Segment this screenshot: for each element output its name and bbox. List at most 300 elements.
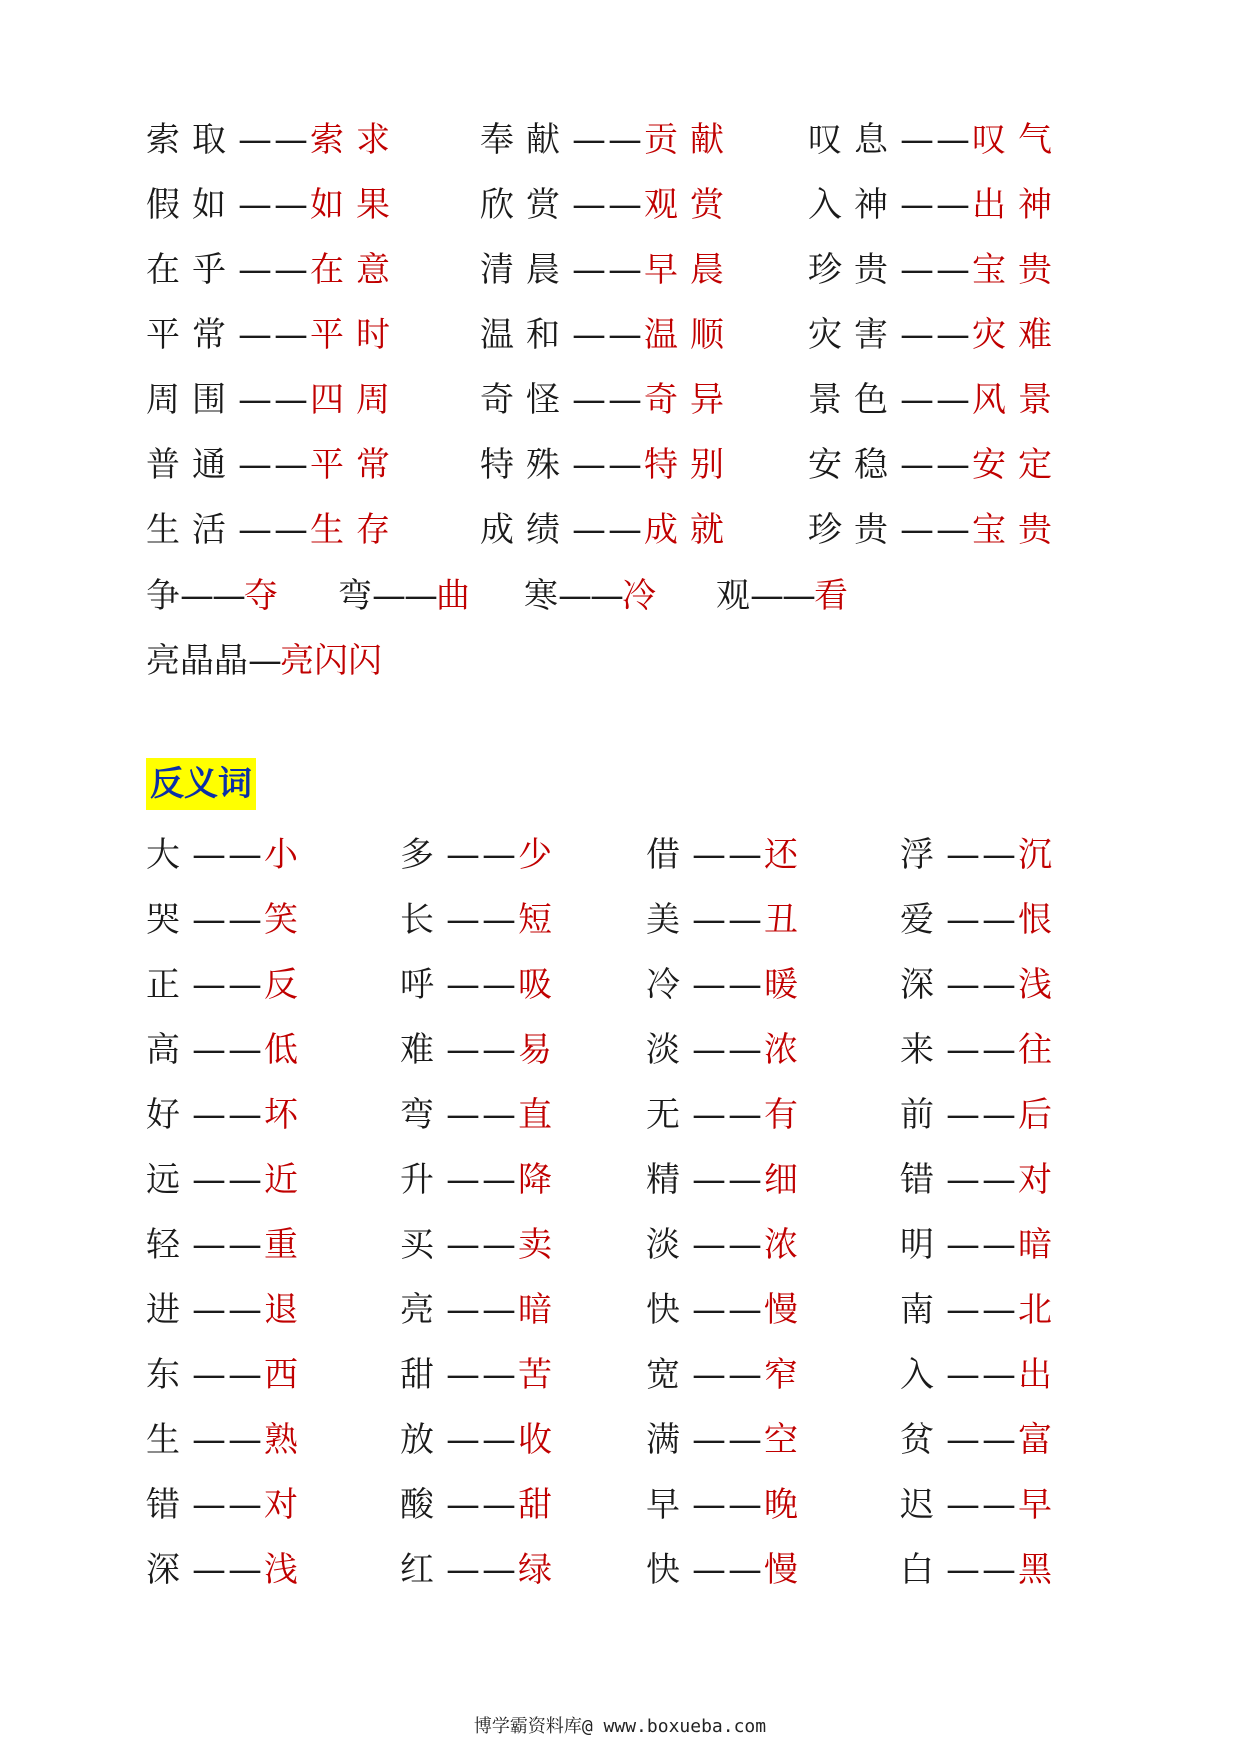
answer-word: 亮闪闪: [280, 641, 382, 681]
dash: ——: [572, 250, 644, 290]
word-pair: [808, 117, 1064, 163]
word: 成绩: [480, 510, 572, 550]
answer-word: 看: [814, 576, 848, 616]
word: 买: [400, 1225, 446, 1265]
dash: ——: [692, 1420, 764, 1460]
word: 美: [646, 900, 692, 940]
synonym-row: [0, 247, 1240, 293]
antonym-row: [0, 1222, 1240, 1268]
answer-word: 暗: [1018, 1225, 1064, 1265]
word-pair: [900, 962, 1064, 1008]
answer-word: 索求: [310, 120, 402, 160]
word-pair: [146, 1027, 310, 1073]
word: 迟: [900, 1485, 946, 1525]
word: 索取: [146, 120, 238, 160]
word-pair: [646, 962, 810, 1008]
word-pair: [400, 962, 564, 1008]
dash: ——: [900, 510, 972, 550]
word-pair: [716, 573, 848, 619]
word: 大: [146, 835, 192, 875]
answer-word: 在意: [310, 250, 402, 290]
word-pair: [480, 182, 736, 228]
dash: ——: [192, 1550, 264, 1590]
word-pair: [480, 507, 736, 553]
answer-word: 贡献: [644, 120, 736, 160]
answer-word: 观赏: [644, 185, 736, 225]
word-pair: [146, 1157, 310, 1203]
word-pair: [400, 1287, 564, 1333]
word-pair: [808, 377, 1064, 423]
dash: ——: [238, 510, 310, 550]
word: 珍贵: [808, 510, 900, 550]
dash: ——: [900, 380, 972, 420]
word-pair: [146, 962, 310, 1008]
word: 观: [716, 576, 750, 616]
word: 清晨: [480, 250, 572, 290]
word: 景色: [808, 380, 900, 420]
word-pair: [400, 1027, 564, 1073]
antonym-row: [0, 832, 1240, 878]
antonym-row: [0, 1092, 1240, 1138]
answer-word: 晚: [764, 1485, 810, 1525]
answer-word: 绿: [518, 1550, 564, 1590]
dash: ——: [900, 445, 972, 485]
dash: ——: [572, 445, 644, 485]
answer-word: 小: [264, 835, 310, 875]
word-pair: [400, 832, 564, 878]
word: 难: [400, 1030, 446, 1070]
word-pair: [146, 897, 310, 943]
word: 高: [146, 1030, 192, 1070]
word-pair: [146, 377, 402, 423]
word-pair: [480, 312, 736, 358]
answer-word: 往: [1018, 1030, 1064, 1070]
answer-word: 窄: [764, 1355, 810, 1395]
dash: ——: [238, 185, 310, 225]
dash: ——: [446, 1030, 518, 1070]
answer-word: 浓: [764, 1225, 810, 1265]
word-pair: [146, 1482, 310, 1528]
dash: ——: [446, 1225, 518, 1265]
answer-word: 黑: [1018, 1550, 1064, 1590]
answer-word: 少: [518, 835, 564, 875]
synonym-single-row: [0, 573, 1240, 619]
answer-word: 对: [1018, 1160, 1064, 1200]
dash: ——: [946, 1160, 1018, 1200]
word-pair: [400, 1092, 564, 1138]
word-pair: [146, 1417, 310, 1463]
answer-word: 恨: [1018, 900, 1064, 940]
word: 前: [900, 1095, 946, 1135]
synonym-row: [0, 507, 1240, 553]
dash: ——: [238, 120, 310, 160]
word-pair: [480, 442, 736, 488]
answer-word: 风景: [972, 380, 1064, 420]
answer-word: 对: [264, 1485, 310, 1525]
word-pair: [400, 1482, 564, 1528]
answer-word: 特别: [644, 445, 736, 485]
answer-word: 奇异: [644, 380, 736, 420]
answer-word: 易: [518, 1030, 564, 1070]
dash: ——: [192, 1355, 264, 1395]
answer-word: 熟: [264, 1420, 310, 1460]
dash: ——: [572, 185, 644, 225]
word: 淡: [646, 1225, 692, 1265]
word: 奉献: [480, 120, 572, 160]
dash: ——: [192, 1225, 264, 1265]
word-pair: [808, 442, 1064, 488]
dash: ——: [572, 120, 644, 160]
word: 南: [900, 1290, 946, 1330]
word: 满: [646, 1420, 692, 1460]
dash: ——: [446, 1420, 518, 1460]
word-pair: [146, 117, 402, 163]
word-pair: [400, 1157, 564, 1203]
word: 安稳: [808, 445, 900, 485]
answer-word: 笑: [264, 900, 310, 940]
word: 寒: [524, 576, 558, 616]
antonym-row: [0, 1287, 1240, 1333]
word-pair: [400, 897, 564, 943]
word-pair: [146, 1092, 310, 1138]
word-pair: [646, 1157, 810, 1203]
antonym-heading: 反义词: [146, 758, 256, 810]
word: 东: [146, 1355, 192, 1395]
antonym-row: [0, 1417, 1240, 1463]
dash: ——: [946, 900, 1018, 940]
word: 普通: [146, 445, 238, 485]
dash: ——: [192, 835, 264, 875]
word-pair: [146, 573, 278, 619]
word: 弯: [338, 576, 372, 616]
dash: ——: [446, 1290, 518, 1330]
word: 升: [400, 1160, 446, 1200]
dash: ——: [446, 1550, 518, 1590]
word-pair: [900, 1547, 1064, 1593]
word-pair: [400, 1417, 564, 1463]
answer-word: 空: [764, 1420, 810, 1460]
answer-word: 近: [264, 1160, 310, 1200]
dash: ——: [946, 1225, 1018, 1265]
word: 长: [400, 900, 446, 940]
dash: ——: [180, 576, 244, 616]
dash: ——: [692, 1225, 764, 1265]
dash: ——: [192, 1030, 264, 1070]
word: 浮: [900, 835, 946, 875]
synonym-triple-row: [0, 638, 1240, 684]
word: 深: [146, 1550, 192, 1590]
answer-word: 后: [1018, 1095, 1064, 1135]
answer-word: 吸: [518, 965, 564, 1005]
answer-word: 细: [764, 1160, 810, 1200]
answer-word: 重: [264, 1225, 310, 1265]
answer-word: 富: [1018, 1420, 1064, 1460]
dash: ——: [692, 1095, 764, 1135]
dash: ——: [446, 1355, 518, 1395]
word: 在乎: [146, 250, 238, 290]
word-pair: [808, 507, 1064, 553]
answer-word: 有: [764, 1095, 810, 1135]
dash: ——: [946, 835, 1018, 875]
word: 特殊: [480, 445, 572, 485]
word: 甜: [400, 1355, 446, 1395]
word-pair: [900, 1287, 1064, 1333]
word: 亮晶晶: [146, 641, 248, 681]
answer-word: 浅: [1018, 965, 1064, 1005]
word: 呼: [400, 965, 446, 1005]
dash: ——: [692, 900, 764, 940]
word-pair: [808, 312, 1064, 358]
word: 入: [900, 1355, 946, 1395]
dash: —: [248, 641, 280, 681]
answer-word: 平常: [310, 445, 402, 485]
dash: ——: [692, 835, 764, 875]
synonym-row: [0, 312, 1240, 358]
word: 早: [646, 1485, 692, 1525]
dash: ——: [946, 1290, 1018, 1330]
word-pair: [146, 1222, 310, 1268]
dash: ——: [692, 1290, 764, 1330]
answer-word: 慢: [764, 1290, 810, 1330]
word-pair: [900, 1027, 1064, 1073]
word-pair: [900, 897, 1064, 943]
word: 深: [900, 965, 946, 1005]
dash: ——: [946, 1550, 1018, 1590]
answer-word: 直: [518, 1095, 564, 1135]
word-pair: [646, 1027, 810, 1073]
dash: ——: [446, 965, 518, 1005]
word: 欣赏: [480, 185, 572, 225]
answer-word: 降: [518, 1160, 564, 1200]
dash: ——: [946, 1485, 1018, 1525]
word: 生: [146, 1420, 192, 1460]
dash: ——: [192, 900, 264, 940]
word-pair: [400, 1222, 564, 1268]
answer-word: 如果: [310, 185, 402, 225]
dash: ——: [900, 315, 972, 355]
word: 轻: [146, 1225, 192, 1265]
word-pair: [900, 1222, 1064, 1268]
dash: ——: [446, 1160, 518, 1200]
dash: ——: [692, 1355, 764, 1395]
word: 哭: [146, 900, 192, 940]
dash: ——: [900, 120, 972, 160]
word-pair: [146, 1352, 310, 1398]
word-pair: [400, 1352, 564, 1398]
dash: ——: [558, 576, 622, 616]
word-pair: [646, 897, 810, 943]
answer-word: 浓: [764, 1030, 810, 1070]
word: 爱: [900, 900, 946, 940]
word-pair: [900, 1482, 1064, 1528]
word: 入神: [808, 185, 900, 225]
answer-word: 平时: [310, 315, 402, 355]
answer-word: 沉: [1018, 835, 1064, 875]
antonym-row: [0, 897, 1240, 943]
answer-word: 收: [518, 1420, 564, 1460]
dash: ——: [238, 250, 310, 290]
answer-word: 温顺: [644, 315, 736, 355]
word-pair: [646, 832, 810, 878]
dash: ——: [692, 1160, 764, 1200]
word-pair: [480, 377, 736, 423]
answer-word: 生存: [310, 510, 402, 550]
word: 精: [646, 1160, 692, 1200]
word-pair: [480, 247, 736, 293]
dash: ——: [192, 1095, 264, 1135]
word-pair: [480, 117, 736, 163]
synonym-row: [0, 377, 1240, 423]
word-pair: [900, 1417, 1064, 1463]
word: 弯: [400, 1095, 446, 1135]
word: 宽: [646, 1355, 692, 1395]
antonym-row: [0, 1027, 1240, 1073]
word: 白: [900, 1550, 946, 1590]
word-pair: [146, 247, 402, 293]
dash: ——: [946, 1420, 1018, 1460]
word-pair: [900, 832, 1064, 878]
dash: ——: [446, 900, 518, 940]
answer-word: 还: [764, 835, 810, 875]
answer-word: 丑: [764, 900, 810, 940]
answer-word: 短: [518, 900, 564, 940]
dash: ——: [946, 1355, 1018, 1395]
word: 假如: [146, 185, 238, 225]
word-pair: [146, 312, 402, 358]
word-pair: [646, 1222, 810, 1268]
answer-word: 暗: [518, 1290, 564, 1330]
dash: ——: [692, 1485, 764, 1525]
antonym-row: [0, 1482, 1240, 1528]
word: 好: [146, 1095, 192, 1135]
word: 错: [900, 1160, 946, 1200]
word: 生活: [146, 510, 238, 550]
answer-word: 苦: [518, 1355, 564, 1395]
word: 明: [900, 1225, 946, 1265]
dash: ——: [192, 1160, 264, 1200]
answer-word: 叹气: [972, 120, 1064, 160]
word: 错: [146, 1485, 192, 1525]
word: 淡: [646, 1030, 692, 1070]
dash: ——: [692, 1030, 764, 1070]
word: 酸: [400, 1485, 446, 1525]
dash: ——: [946, 965, 1018, 1005]
dash: ——: [446, 835, 518, 875]
word: 亮: [400, 1290, 446, 1330]
answer-word: 宝贵: [972, 250, 1064, 290]
word-pair: [900, 1157, 1064, 1203]
answer-word: 四周: [310, 380, 402, 420]
dash: ——: [192, 965, 264, 1005]
synonym-row: [0, 182, 1240, 228]
word-pair: [900, 1352, 1064, 1398]
word-pair: [900, 1092, 1064, 1138]
answer-word: 退: [264, 1290, 310, 1330]
footer-watermark: 博学霸资料库@ www.boxueba.com: [473, 1716, 767, 1737]
antonym-row: [0, 1157, 1240, 1203]
answer-word: 出神: [972, 185, 1064, 225]
word: 多: [400, 835, 446, 875]
answer-word: 慢: [764, 1550, 810, 1590]
word: 快: [646, 1550, 692, 1590]
answer-word: 反: [264, 965, 310, 1005]
word: 红: [400, 1550, 446, 1590]
dash: ——: [238, 380, 310, 420]
synonym-row: [0, 117, 1240, 163]
dash: ——: [692, 1550, 764, 1590]
word-pair: [338, 573, 470, 619]
word-pair: [400, 1547, 564, 1593]
answer-word: 暖: [764, 965, 810, 1005]
word: 贫: [900, 1420, 946, 1460]
antonym-row: [0, 962, 1240, 1008]
antonym-row: [0, 1547, 1240, 1593]
word: 灾害: [808, 315, 900, 355]
answer-word: 出: [1018, 1355, 1064, 1395]
dash: ——: [946, 1095, 1018, 1135]
word-pair: [146, 638, 382, 684]
word-pair: [646, 1417, 810, 1463]
word: 无: [646, 1095, 692, 1135]
word: 叹息: [808, 120, 900, 160]
dash: ——: [572, 315, 644, 355]
dash: ——: [192, 1290, 264, 1330]
word-pair: [146, 832, 310, 878]
answer-word: 安定: [972, 445, 1064, 485]
dash: ——: [372, 576, 436, 616]
word-pair: [808, 247, 1064, 293]
answer-word: 低: [264, 1030, 310, 1070]
dash: ——: [572, 510, 644, 550]
antonym-row: [0, 1352, 1240, 1398]
answer-word: 夺: [244, 576, 278, 616]
dash: ——: [192, 1485, 264, 1525]
word: 放: [400, 1420, 446, 1460]
word: 争: [146, 576, 180, 616]
answer-word: 曲: [436, 576, 470, 616]
word-pair: [646, 1482, 810, 1528]
word-pair: [646, 1352, 810, 1398]
word: 正: [146, 965, 192, 1005]
word-pair: [646, 1287, 810, 1333]
word: 远: [146, 1160, 192, 1200]
dash: ——: [692, 965, 764, 1005]
word-pair: [646, 1547, 810, 1593]
answer-word: 甜: [518, 1485, 564, 1525]
word: 借: [646, 835, 692, 875]
word-pair: [146, 442, 402, 488]
synonym-row: [0, 442, 1240, 488]
dash: ——: [750, 576, 814, 616]
word: 周围: [146, 380, 238, 420]
dash: ——: [238, 445, 310, 485]
dash: ——: [192, 1420, 264, 1460]
word-pair: [646, 1092, 810, 1138]
word-pair: [146, 1287, 310, 1333]
answer-word: 西: [264, 1355, 310, 1395]
dash: ——: [446, 1095, 518, 1135]
dash: ——: [238, 315, 310, 355]
answer-word: 灾难: [972, 315, 1064, 355]
answer-word: 卖: [518, 1225, 564, 1265]
word: 进: [146, 1290, 192, 1330]
word: 快: [646, 1290, 692, 1330]
answer-word: 成就: [644, 510, 736, 550]
word-pair: [146, 1547, 310, 1593]
word-pair: [524, 573, 656, 619]
word-pair: [146, 182, 402, 228]
dash: ——: [572, 380, 644, 420]
